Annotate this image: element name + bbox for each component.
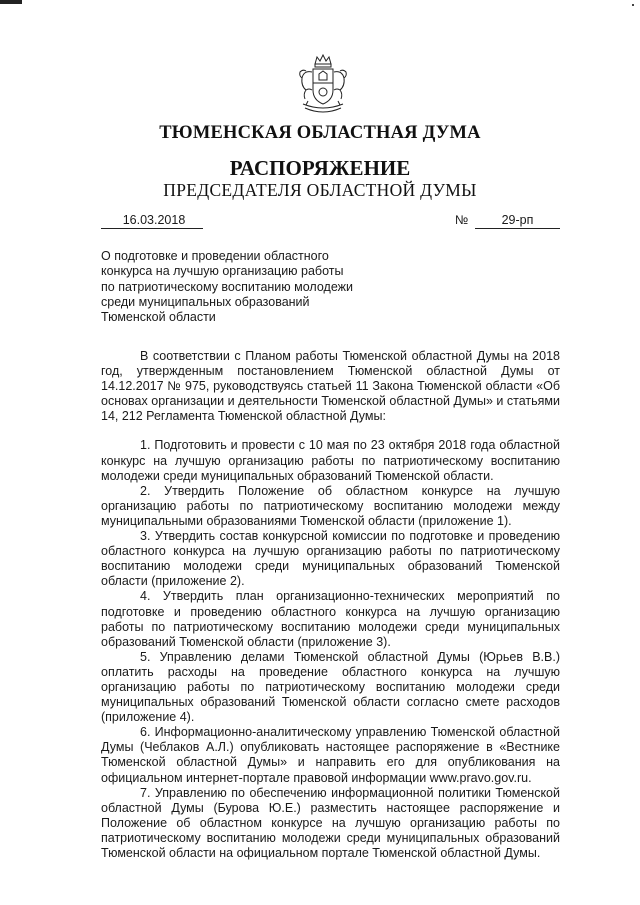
subject-line: О подготовке и проведении областного <box>101 249 329 263</box>
preamble-paragraph: В соответствии с Планом работы Тюменской областной Думы на 2018 год, утвержденным постановлением Тюменской областной Думы от 14.12.2017 № 975, руководствуясь статьей 11 Закона Тюменской области «Об основах организации и деятельности Тюменской областной Думы» и статьями 14, 212 Регламента Тюменской областной Думы: <box>101 349 560 424</box>
clause-paragraph: 7. Управлению по обеспечению информационной политики Тюменской областной Думы (Бурова Ю.Е.) разместить настоящее распоряжение и Положение об областном конкурсе на лучшую организацию работы по патриотическому воспитанию молодежи среди муниципальных образований Тюменской области на официальном портале Тюменской областной Думы. <box>101 785 560 860</box>
organization-title: ТЮМЕНСКАЯ ОБЛАСТНАЯ ДУМА <box>159 123 481 143</box>
scan-speck <box>632 4 634 6</box>
number-label: № <box>455 213 469 227</box>
document-date: 16.03.2018 <box>101 213 203 229</box>
coat-of-arms-icon <box>296 52 350 118</box>
clause-paragraph: 6. Информационно-аналитическому управлению Тюменской областной Думы (Чеблаков А.Л.) опубликовать настоящее распоряжение в «Вестнике Тюменской областной Думы» и направить его для опубликования на официальном интернет-портале правовой информации www.pravo.gov.ru. <box>101 725 560 785</box>
clause-paragraph: 2. Утвердить Положение об областном конкурсе на лучшую организацию работы по патриотическому воспитанию молодежи между муниципальными образованиями Тюменской области (приложение 1). <box>101 483 560 528</box>
document-subject <box>101 249 371 325</box>
clause-paragraph: 3. Утвердить состав конкурсной комиссии по подготовке и проведению областного конкурса на лучшую организацию работы по патриотическому воспитанию молодежи среди муниципальных образований Тюменской области (приложение 2). <box>101 529 560 589</box>
clause-paragraph: 4. Утвердить план организационно-технических мероприятий по подготовке и проведению областного конкурса на лучшую организацию работы по патриотическому воспитанию молодежи среди муниципальных образований Тюменской области (приложение 3). <box>101 589 560 649</box>
document-body <box>101 349 560 861</box>
subject-line: по патриотическому воспитанию молодежи <box>101 279 353 294</box>
document-type: РАСПОРЯЖЕНИЕ <box>229 156 411 180</box>
subject-line: среди муниципальных образований <box>101 294 310 309</box>
clause-paragraph: 1. Подготовить и провести с 10 мая по 23 октября 2018 года областной конкурс на лучшую организацию работы по патриотическому воспитанию молодежи среди муниципальных образований Тюменской области. <box>101 438 560 483</box>
subject-line: конкурса на лучшую организацию работы <box>101 264 344 279</box>
document-subtitle: ПРЕДСЕДАТЕЛЯ ОБЛАСТНОЙ ДУМЫ <box>163 180 477 200</box>
document-number: 29-рп <box>475 213 560 229</box>
clause-paragraph: 5. Управлению делами Тюменской областной Думы (Юрьев В.В.) оплатить расходы на проведение областного конкурса на лучшую организацию работы по патриотическому воспитанию молодежи среди муниципальных образований Тюменской области согласно смете расходов (приложение 4). <box>101 649 560 725</box>
scan-edge-mark <box>0 0 22 4</box>
subject-line: Тюменской области <box>101 310 216 325</box>
